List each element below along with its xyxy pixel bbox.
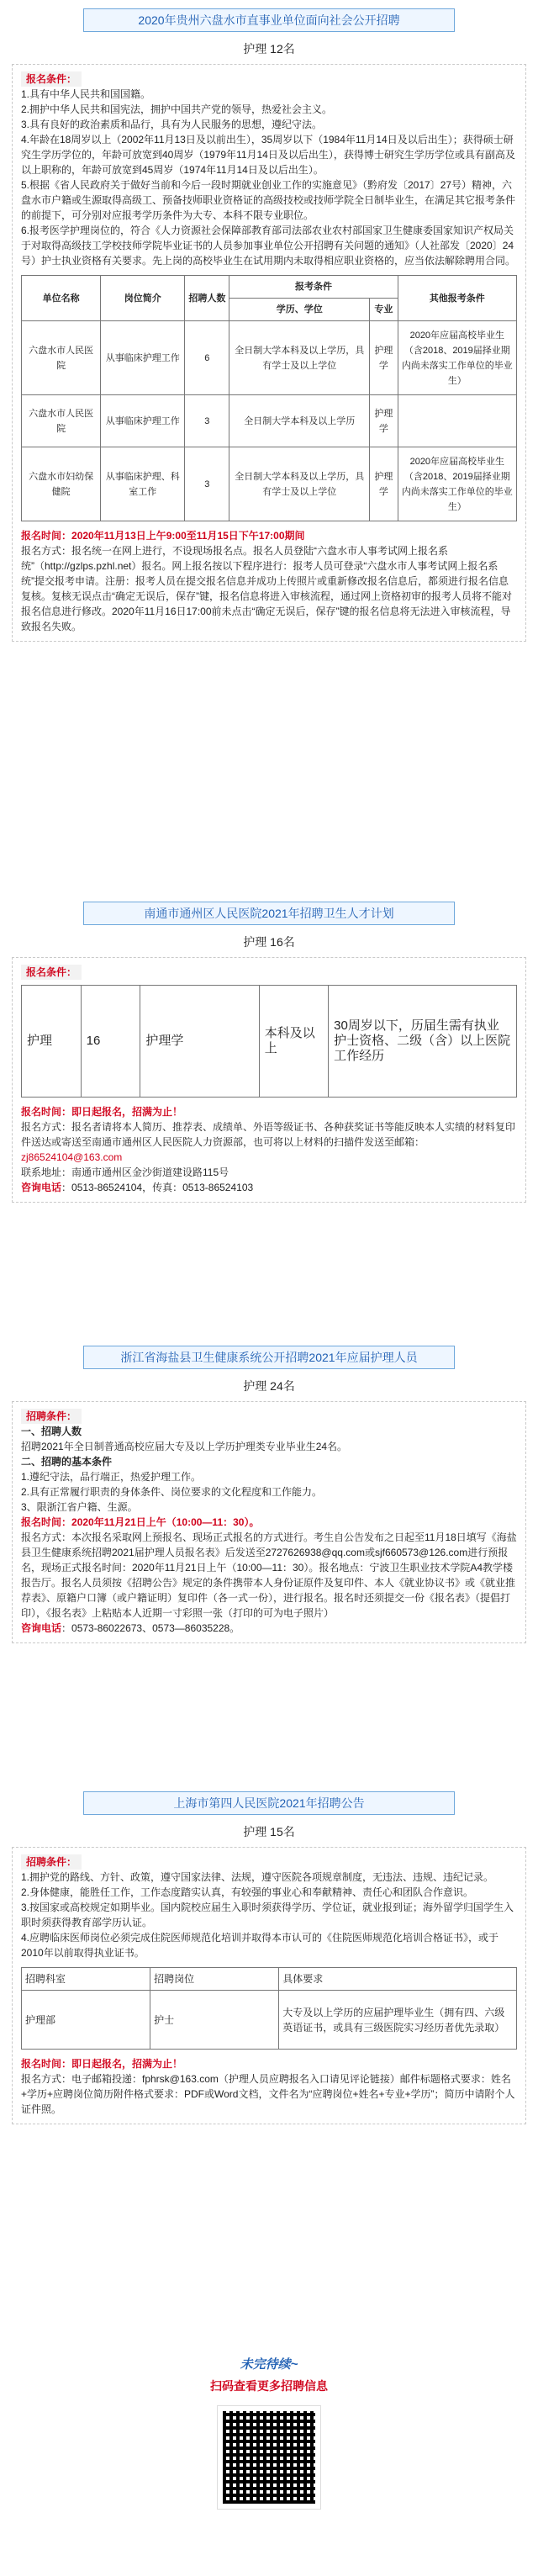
reg-text: 报名方式：报名者请将本人简历、推荐表、成绩单、外语等级证书、各种获奖证书等能反映本人实绩的材料复印件送达或寄送至南通市通州区人民医院人力资源部，也可将以上材料的扫描件发送至邮箱： [21, 1121, 516, 1148]
address: 联系地址：南通市通州区金沙街道建设路115号 [21, 1166, 229, 1178]
condition-item: 4.年龄在18周岁以上（2002年11月13日及以前出生），35周岁以下（1984年11月14日及以后出生）；获得硕士研究生学历学位的，年龄可放宽到40周岁（1979年11月14日及以后出生），获得博士研究生学历学位或具有副高及以上职称的，年龄可放宽到45周岁（1974年11月14日及以后出生）。 [21, 134, 515, 176]
footer-tbc: 未完待续~ [240, 2357, 298, 2372]
conditions-label: 招聘条件： [21, 1854, 82, 1870]
condition-item: 1.具有中华人民共和国国籍。 [21, 88, 151, 100]
email-link[interactable]: zj86524104@163.com [21, 1151, 123, 1163]
conditions-label: 报名条件： [21, 71, 82, 87]
reg-time: 2020年11月13日上午9:00至11月15日下午17:00期间 [71, 530, 305, 542]
table-row: 护理 16 护理学 本科及以上 30周岁以下，历届生需有执业护士资格、二级（含）以上医院工作经历 [22, 986, 517, 1098]
phone: ：0513-86524104，传真：0513-86524103 [61, 1182, 254, 1193]
reg-label: 报名时间： [21, 530, 72, 542]
condition-item: 1.拥护党的路线、方针、政策，遵守国家法律、法规，遵守医院各项规章制度，无违法、违规、违纪记录。 [21, 1871, 494, 1883]
th-conditions: 报考条件 [229, 276, 398, 299]
footer-scan: 扫码查看更多招聘信息 [210, 2379, 328, 2393]
condition-item: 2.具有正常履行职责的身体条件、岗位要求的文化程度和工作能力。 [21, 1486, 323, 1498]
table-row: 护理部 护士 大专及以上学历的应届护理毕业生（拥有四、六级英语证书，或具有三级医院实习经历者优先录取） [22, 1991, 517, 2050]
heading: 一、招聘人数 [21, 1426, 82, 1437]
reg-text: 报名方式：本次报名采取网上预报名、现场正式报名的方式进行。考生自公告发布之日起至11月18日填写《海盐县卫生健康系统招聘2021届护理人员报名表》后发送至2727626938@qq.com或sjf660573@126.com进行预报名，现场正式报名时间：2020年11月21日上午（10:00—11：30）。报名地点：宁波卫生职业技术学院A4教学楼报告厅。报名人员须按《招聘公告》规定的条件携带本人身份证原件及复印件、本人《就业协议书》或《就业推荐表》、原籍户口簿（或户籍证明）复印件（各一式一份），进行报名。报名时还须提交一份《报名表》（提倡打印），《报名表》上粘贴本人近期一寸彩照一张（打印的可为电子照片） [21, 1531, 517, 1619]
positions-table [21, 275, 517, 521]
condition-item: 5.根据《省人民政府关于做好当前和今后一段时期就业创业工作的实施意见》（黔府发〔2017〕27号）精神，六盘水市户籍或生源取得高级工、预备技师职业资格证的高级技校或技师学院全日制毕业生，在满足其它报考条件的前提下，可分别对应报考学历条件为大专、本科不限专业职位。 [21, 179, 516, 221]
condition-item: 2.身体健康，能胜任工作，工作态度踏实认真，有较强的事业心和奉献精神、责任心和团队合作意识。 [21, 1886, 474, 1898]
condition-item: 3.按国家或高校规定如期毕业。国内院校应届生入职时须获得学历、学位证，就业报到证；海外留学归国学生入职时须获得教育部学历认证。 [21, 1902, 514, 1928]
reg-text: 报名方式：报名统一在网上进行，不设现场报名点。报名人员登陆“六盘水市人事考试网上报名系统”（http://gzlps.pzhl.net）报名。网上报名按以下程序进行：报考人员可登录“六盘水市人事考试网上报名系统”提交报考申请。注册：报考人员在提交报名信息并成功上传照片或重新修改报名信息后，都须进行报名信息复核。复核无误点击“确定无误后，保存”键，报名信息将进入审核流程，通过网上资格初审的报考人员将不能对报名信息进行修改。2020年11月16日17:00前未点击“确定无误后，保存”键的报名信息将无法进入审核流程，导致报名失败。 [21, 545, 512, 632]
section-haiyan [12, 1346, 526, 1643]
condition-item: 2.拥护中华人民共和国宪法，拥护中国共产党的领导，热爱社会主义。 [21, 103, 333, 115]
positions-table [21, 985, 517, 1098]
condition-item: 6.报考医学护理岗位的，符合《人力资源社会保障部教育部司法部农业农村部国家卫生健康委国家知识产权局关于对取得高级技工学校技师学院毕业证书的人员参加事业单位公开招聘有关问题的通知》（人社部发〔2020〕24号）护士执业资格有关要求。先上岗的高校毕业生在试用期内未取得相应职业资格的，应当依法解除聘用合同。 [21, 225, 516, 267]
footer [12, 2355, 526, 2509]
paragraph: 招聘2021年全日制普通高校应届大专及以上学历护理类专业毕业生24名。 [21, 1441, 348, 1452]
conditions-label: 招聘条件： [21, 1409, 82, 1424]
headcount: 护理 24名 [243, 1379, 295, 1393]
th-count: 招聘人数 [185, 276, 229, 321]
condition-item: 3、限浙江省户籍、生源。 [21, 1501, 138, 1513]
section-title: 浙江省海盐县卫生健康系统公开招聘2021年应届护理人员 [83, 1346, 455, 1369]
reg-label: 报名时间： [21, 1516, 72, 1528]
heading: 二、招聘的基本条件 [21, 1456, 113, 1468]
positions-table: 招聘科室 招聘岗位 具体要求 护理部 护士 大专及以上学历的应届护理毕业生（拥有四、六级英语证书，或具有三级医院实习经历者优先录取） [21, 1967, 517, 2050]
section-shanghai [12, 1791, 526, 2124]
conditions-label: 报名条件： [21, 965, 82, 980]
condition-item: 3.具有良好的政治素质和品行，具有为人民服务的思想，遵纪守法。 [21, 119, 323, 130]
content-box [12, 957, 526, 1203]
headcount: 护理 16名 [243, 935, 295, 949]
reg-text: 报名方式：电子邮箱投递：fphrsk@163.com（护理人员应聘报名入口请见评论链接）邮件标题格式要求：姓名+学历+应聘岗位简历附件格式要求：PDF或Word文档，文件名为“应聘岗位+姓名+专业+学历”；简历中请附个人证件照。 [21, 2073, 515, 2115]
condition-item: 1.遵纪守法，品行端正，热爱护理工作。 [21, 1471, 202, 1483]
phone-label: 咨询电话 [21, 1622, 62, 1634]
headcount: 护理 15名 [243, 1825, 295, 1838]
phone: ：0573-86022673、0573—86035228。 [61, 1622, 240, 1634]
content-box [12, 64, 526, 642]
condition-item: 4.应聘临床医师岗位必须完成住院医师规范化培训并取得本市认可的《住院医师规范化培训合格证书》，或于2010年以前取得执业证书。 [21, 1932, 499, 1959]
table-row: 六盘水市人民医院 从事临床护理工作 3 全日制大学本科及以上学历 护理学 [22, 395, 517, 447]
qr-code-icon[interactable] [218, 2406, 320, 2509]
section-title: 上海市第四人民医院2021年招聘公告 [83, 1791, 455, 1815]
section-title: 南通市通州区人民医院2021年招聘卫生人才计划 [83, 902, 455, 925]
section-liupanshui [12, 8, 526, 642]
table-row: 六盘水市妇幼保健院 从事临床护理、科室工作 3 全日制大学本科及以上学历，具有学士及以上学位 护理学 2020年应届高校毕业生（含2018、2019届择业期内尚未落实工作单位的毕业生） [22, 447, 517, 521]
section-title: 2020年贵州六盘水市直事业单位面向社会公开招聘 [83, 8, 455, 32]
content-box [12, 1401, 526, 1643]
table-row: 六盘水市人民医院 从事临床护理工作 6 全日制大学本科及以上学历，具有学士及以上学位 护理学 2020年应届高校毕业生（含2018、2019届择业期内尚未落实工作单位的毕业生） [22, 321, 517, 395]
th-other: 其他报考条件 [398, 276, 516, 321]
th-major: 专业 [370, 299, 398, 321]
th-degree: 学历、学位 [229, 299, 370, 321]
section-nantong [12, 902, 526, 1203]
content-box [12, 1847, 526, 2124]
reg-label: 报名时间：即日起报名，招满为止！ [21, 1106, 183, 1118]
reg-label: 报名时间：即日起报名，招满为止！ [21, 2058, 183, 2070]
phone-label: 咨询电话 [21, 1182, 62, 1193]
reg-time: 2020年11月21日上午（10:00—11：30）。 [71, 1516, 260, 1528]
th-unit: 单位名称 [22, 276, 101, 321]
th-desc: 岗位简介 [101, 276, 185, 321]
headcount: 护理 12名 [243, 42, 295, 56]
